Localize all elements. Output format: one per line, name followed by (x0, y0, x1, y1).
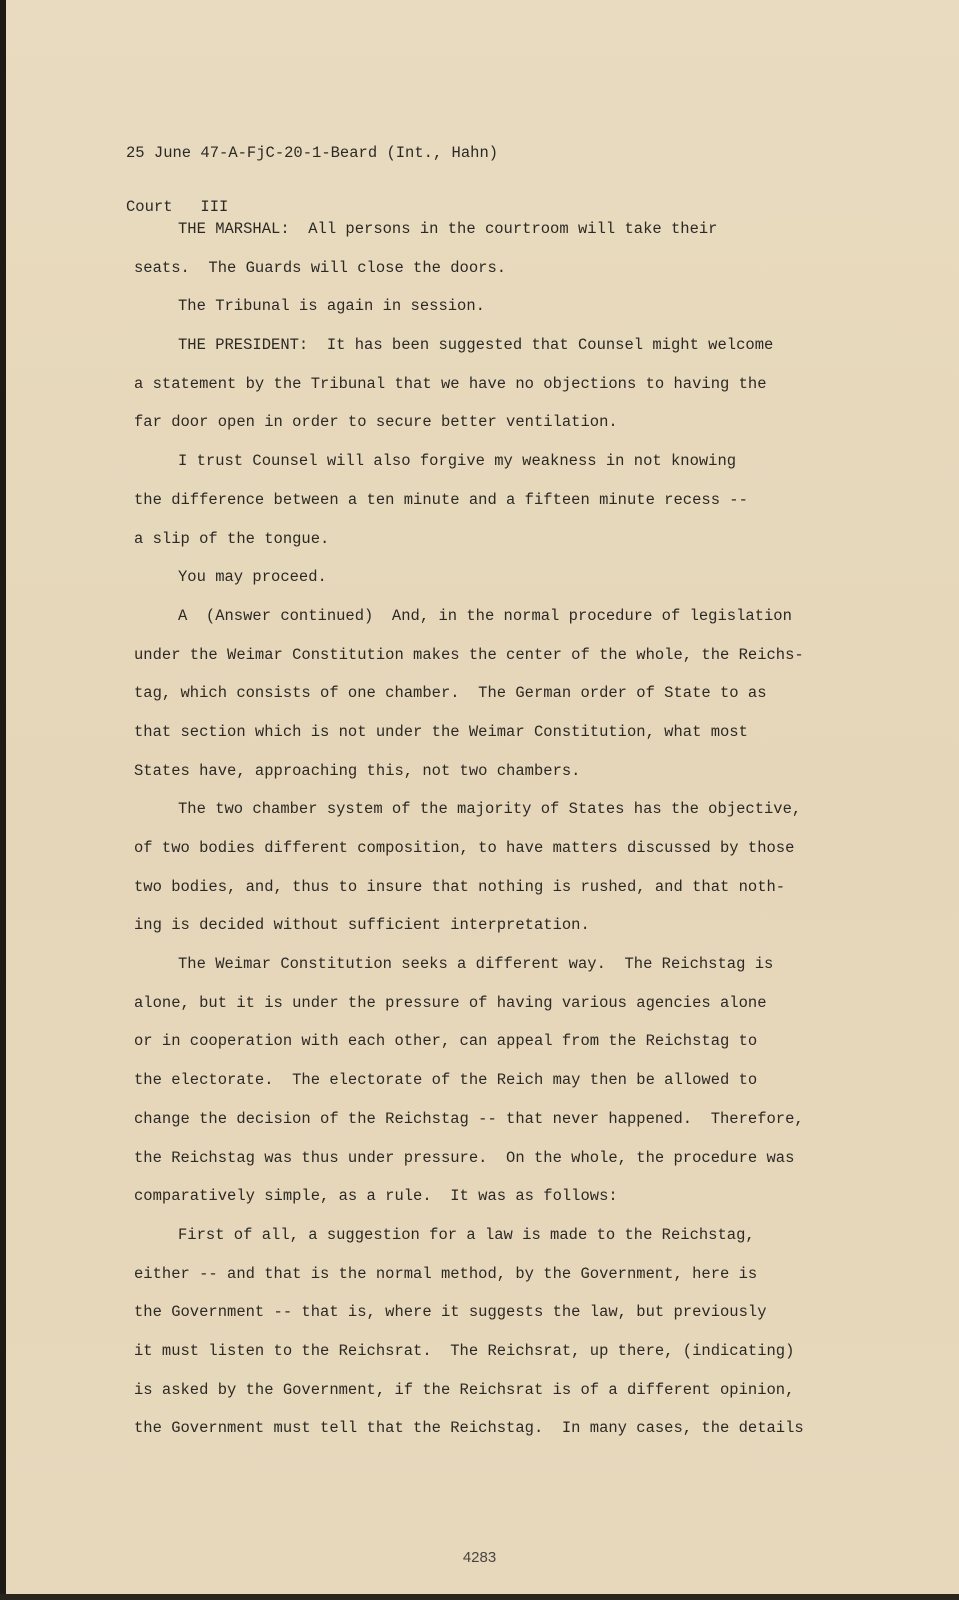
transcript-line: The two chamber system of the majority of States has the objective, (178, 800, 802, 819)
page-number: 4283 (462, 1549, 497, 1566)
transcript-line: far door open in order to secure better ventilation. (134, 413, 618, 432)
transcript-line: or in cooperation with each other, can appeal from the Reichstag to (134, 1032, 758, 1051)
transcript-line: under the Weimar Constitution makes the center of the whole, the Reichs- (134, 645, 804, 664)
transcript-line: The Weimar Constitution seeks a different way. The Reichstag is (178, 955, 774, 974)
transcript-line: comparatively simple, as a rule. It was as follows: (134, 1187, 618, 1206)
transcript-line: THE MARSHAL: All persons in the courtroom will take their (178, 220, 718, 238)
transcript-line: First of all, a suggestion for a law is made to the Reichstag, (178, 1225, 755, 1244)
transcript-line: the difference between a ten minute and a fifteen minute recess -- (134, 490, 748, 509)
transcript-line: a slip of the tongue. (134, 529, 330, 548)
transcript-line: THE PRESIDENT: It has been suggested that Counsel might welcome (178, 336, 774, 355)
transcript-line: States have, approaching this, not two chambers. (134, 761, 581, 780)
transcript-line: You may proceed. (178, 568, 327, 587)
transcript-line: the electorate. The electorate of the Reich may then be allowed to (134, 1071, 758, 1090)
transcript-line: change the decision of the Reichstag -- that never happened. Therefore, (134, 1109, 804, 1128)
transcript-line: ing is decided without sufficient interpretation. (134, 916, 590, 935)
scan-edge-left (0, 0, 6, 1600)
transcript-line: I trust Counsel will also forgive my weakness in not knowing (178, 452, 737, 471)
transcript-line: the Government must tell that the Reichstag. In many cases, the details (134, 1419, 804, 1438)
header-line-2: Court III (126, 198, 229, 216)
transcript-line: that section which is not under the Weimar Constitution, what most (134, 722, 748, 741)
transcript-body (134, 210, 874, 1448)
transcript-line: a statement by the Tribunal that we have no objections to having the (134, 374, 767, 393)
transcript-line: the Government -- that is, where it suggests the law, but previously (134, 1303, 767, 1322)
transcript-line: either -- and that is the normal method, by the Government, here is (134, 1264, 758, 1283)
header-line-1: 25 June 47-A-FjC-20-1-Beard (Int., Hahn) (126, 144, 499, 162)
transcript-line: is asked by the Government, if the Reichsrat is of a different opinion, (134, 1380, 795, 1399)
transcript-line: of two bodies different composition, to have matters discussed by those (134, 839, 795, 857)
transcript-line: the Reichstag was thus under pressure. On the whole, the procedure was (134, 1148, 795, 1167)
transcript-line: seats. The Guards will close the doors. (134, 258, 507, 277)
transcript-line: two bodies, and, thus to insure that nothing is rushed, and that noth- (134, 877, 786, 896)
transcript-line: The Tribunal is again in session. (178, 297, 485, 316)
transcript-line: A (Answer continued) And, in the normal procedure of legislation (178, 606, 792, 625)
transcript-line: it must listen to the Reichsrat. The Reichsrat, up there, (indicating) (134, 1341, 795, 1360)
transcript-line: alone, but it is under the pressure of having various agencies alone (134, 993, 767, 1012)
scan-edge-bottom (0, 1594, 959, 1600)
transcript-line: tag, which consists of one chamber. The German order of State to as (134, 684, 767, 703)
